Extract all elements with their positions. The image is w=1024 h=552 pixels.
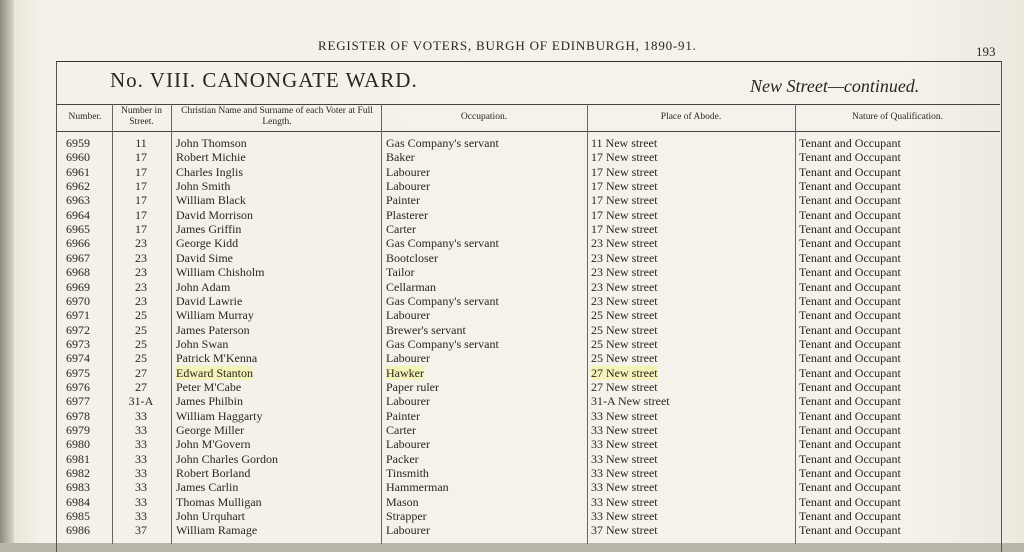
table-row: [56, 251, 1000, 265]
street-number: 17: [135, 207, 147, 222]
voter-number: 6961: [66, 164, 90, 179]
occupation: Brewer's servant: [386, 322, 466, 337]
street-number: 33: [135, 437, 147, 452]
voter-number: 6964: [66, 207, 90, 222]
voter-name: David Lawrie: [176, 293, 243, 308]
voter-number: 6986: [66, 523, 90, 538]
header-occupation: Occupation.: [460, 111, 508, 122]
occupation: Labourer: [386, 308, 430, 323]
street-number: 33: [135, 509, 147, 524]
voter-number: 6984: [66, 494, 90, 509]
header-number-in-street: Number in Street.: [121, 106, 162, 127]
voter-number: 6978: [66, 408, 90, 423]
street-number: 23: [135, 250, 147, 265]
voter-name: John Adam: [176, 279, 231, 294]
running-head: REGISTER OF VOTERS, BURGH OF EDINBURGH, 1890-91.: [318, 38, 697, 53]
qualification: Tenant and Occupant: [799, 365, 901, 380]
voter-name: Charles Inglis: [176, 164, 243, 179]
voter-number: 6975: [66, 365, 90, 380]
header-number: Number.: [68, 111, 102, 122]
qualification: Tenant and Occupant: [799, 136, 901, 150]
voter-name: Robert Borland: [176, 466, 251, 481]
place-of-abode: 37 New street: [591, 523, 658, 538]
street-number: 17: [135, 193, 147, 208]
qualification: Tenant and Occupant: [799, 451, 901, 466]
place-of-abode: 23 New street: [591, 279, 658, 294]
occupation: Gas Company's servant: [386, 136, 499, 150]
occupation: Tailor: [386, 265, 415, 280]
street-number: 17: [135, 150, 147, 165]
qualification: Tenant and Occupant: [799, 336, 901, 351]
place-of-abode: 25 New street: [591, 351, 658, 366]
occupation: Strapper: [386, 509, 427, 524]
voter-name: Peter M'Cabe: [176, 379, 242, 394]
voter-number: 6974: [66, 351, 90, 366]
table-row: [56, 523, 1000, 537]
street-number: 33: [135, 480, 147, 495]
voter-name: Robert Michie: [176, 150, 246, 165]
table-row: [56, 466, 1000, 480]
qualification: Tenant and Occupant: [799, 494, 901, 509]
voter-name: John Urquhart: [176, 509, 245, 524]
occupation: Carter: [386, 222, 416, 237]
qualification: Tenant and Occupant: [799, 322, 901, 337]
street-number: 27: [135, 365, 147, 380]
voter-name: David Sime: [176, 250, 233, 265]
qualification: Tenant and Occupant: [799, 351, 901, 366]
place-of-abode: 33 New street: [591, 466, 658, 481]
street-number: 25: [135, 308, 147, 323]
qualification: Tenant and Occupant: [799, 265, 901, 280]
qualification: Tenant and Occupant: [799, 150, 901, 165]
occupation: Hammerman: [386, 480, 449, 495]
qualification: Tenant and Occupant: [799, 379, 901, 394]
place-of-abode: 23 New street: [591, 293, 658, 308]
table-row: [56, 409, 1000, 423]
street-number: 33: [135, 466, 147, 481]
occupation: Packer: [386, 451, 419, 466]
place-of-abode: 17 New street: [591, 207, 658, 222]
voter-number: 6983: [66, 480, 90, 495]
voter-name: James Philbin: [176, 394, 244, 409]
voter-name: David Morrison: [176, 207, 253, 222]
occupation: Tinsmith: [386, 466, 429, 481]
occupation: Paper ruler: [386, 379, 439, 394]
street-number: 25: [135, 336, 147, 351]
street-number: 33: [135, 451, 147, 466]
place-of-abode: 27 New street: [591, 365, 658, 380]
voter-name: John Smith: [176, 179, 231, 194]
occupation: Labourer: [386, 351, 430, 366]
occupation: Labourer: [386, 437, 430, 452]
occupation: Plasterer: [386, 207, 428, 222]
table-row: [56, 308, 1000, 322]
place-of-abode: 17 New street: [591, 222, 658, 237]
place-of-abode: 23 New street: [591, 236, 658, 251]
place-of-abode: 27 New street: [591, 379, 658, 394]
place-of-abode: 25 New street: [591, 336, 658, 351]
occupation: Baker: [386, 150, 415, 165]
street-number: 33: [135, 494, 147, 509]
voter-number: 6971: [66, 308, 90, 323]
table-row: [56, 208, 1000, 222]
voter-number: 6963: [66, 193, 90, 208]
street-number: 25: [135, 322, 147, 337]
voter-name: James Paterson: [176, 322, 250, 337]
table-row: [56, 193, 1000, 207]
table-row: [56, 380, 1000, 394]
qualification: Tenant and Occupant: [799, 193, 901, 208]
voter-number: 6982: [66, 466, 90, 481]
binding-shadow: [0, 0, 14, 543]
table-row: [56, 495, 1000, 509]
voter-name: John Thomson: [176, 136, 247, 150]
voter-number: 6970: [66, 293, 90, 308]
table-row: [56, 294, 1000, 308]
table-row: [56, 337, 1000, 351]
place-of-abode: 17 New street: [591, 193, 658, 208]
voter-name: Thomas Mulligan: [176, 494, 262, 509]
street-number: 17: [135, 222, 147, 237]
street-number: 31-A: [128, 394, 154, 409]
occupation: Bootcloser: [386, 250, 438, 265]
voter-number: 6981: [66, 451, 90, 466]
place-of-abode: 17 New street: [591, 150, 658, 165]
ward-title: No. VIII. CANONGATE WARD.: [110, 68, 418, 92]
table-row: [56, 236, 1000, 250]
voter-name: John Swan: [176, 336, 229, 351]
table-row: [56, 423, 1000, 437]
table-row: [56, 437, 1000, 451]
street-number: 17: [135, 179, 147, 194]
table-row: [56, 265, 1000, 279]
qualification: Tenant and Occupant: [799, 480, 901, 495]
street-title: New Street—continued.: [750, 76, 920, 96]
occupation: Mason: [386, 494, 419, 509]
voter-name: Edward Stanton: [176, 365, 253, 380]
table-row: [56, 165, 1000, 179]
place-of-abode: 17 New street: [591, 179, 658, 194]
street-number: 23: [135, 279, 147, 294]
occupation: Painter: [386, 193, 420, 208]
table-row: [56, 136, 1000, 150]
occupation: Cellarman: [386, 279, 436, 294]
occupation: Labourer: [386, 523, 430, 538]
voter-name: William Black: [176, 193, 246, 208]
qualification: Tenant and Occupant: [799, 236, 901, 251]
street-number: 17: [135, 164, 147, 179]
voter-name: John Charles Gordon: [176, 451, 278, 466]
place-of-abode: 33 New street: [591, 437, 658, 452]
qualification: Tenant and Occupant: [799, 222, 901, 237]
place-of-abode: 23 New street: [591, 265, 658, 280]
header-qualification: Nature of Qualification.: [851, 111, 943, 122]
street-number: 25: [135, 351, 147, 366]
voter-name: William Chisholm: [176, 265, 265, 280]
place-of-abode: 11 New street: [591, 136, 658, 150]
voter-name: George Miller: [176, 423, 245, 437]
page-number: 193: [976, 44, 996, 59]
place-of-abode: 23 New street: [591, 250, 658, 265]
street-number: 33: [135, 423, 147, 437]
qualification: Tenant and Occupant: [799, 523, 901, 538]
place-of-abode: 25 New street: [591, 322, 658, 337]
voter-name: James Carlin: [176, 480, 239, 495]
qualification: Tenant and Occupant: [799, 179, 901, 194]
street-number: 23: [135, 236, 147, 251]
qualification: Tenant and Occupant: [799, 207, 901, 222]
table-row: [56, 452, 1000, 466]
voter-name: John M'Govern: [176, 437, 251, 452]
voter-number: 6976: [66, 379, 90, 394]
table-row: [56, 394, 1000, 408]
voter-number: 6977: [66, 394, 90, 409]
street-number: 23: [135, 265, 147, 280]
place-of-abode: 33 New street: [591, 494, 658, 509]
place-of-abode: 33 New street: [591, 509, 658, 524]
qualification: Tenant and Occupant: [799, 394, 901, 409]
occupation: Labourer: [386, 179, 430, 194]
table-row: [56, 179, 1000, 193]
street-number: 27: [135, 379, 147, 394]
qualification: Tenant and Occupant: [799, 437, 901, 452]
voter-number: 6968: [66, 265, 90, 280]
voter-name: William Haggarty: [176, 408, 263, 423]
voter-name: James Griffin: [176, 222, 242, 237]
voter-number: 6959: [66, 136, 90, 150]
voter-number: 6962: [66, 179, 90, 194]
table-row: [56, 366, 1000, 380]
voter-name: William Murray: [176, 308, 254, 323]
place-of-abode: 17 New street: [591, 164, 658, 179]
voter-number: 6965: [66, 222, 90, 237]
table-row: [56, 509, 1000, 523]
qualification: Tenant and Occupant: [799, 466, 901, 481]
occupation: Gas Company's servant: [386, 236, 499, 251]
voter-name: William Ramage: [176, 523, 258, 538]
voter-number: 6979: [66, 423, 90, 437]
qualification: Tenant and Occupant: [799, 293, 901, 308]
qualification: Tenant and Occupant: [799, 164, 901, 179]
street-number: 33: [135, 408, 147, 423]
occupation: Labourer: [386, 164, 430, 179]
table-row: [56, 480, 1000, 494]
voter-number: 6967: [66, 250, 90, 265]
voter-name: George Kidd: [176, 236, 239, 251]
qualification: Tenant and Occupant: [799, 423, 901, 437]
place-of-abode: 33 New street: [591, 480, 658, 495]
street-number: 23: [135, 293, 147, 308]
place-of-abode: 33 New street: [591, 423, 658, 437]
occupation: Gas Company's servant: [386, 336, 499, 351]
header-abode: Place of Abode.: [660, 111, 722, 122]
table-row: [56, 351, 1000, 365]
place-of-abode: 31-A New street: [591, 394, 670, 409]
qualification: Tenant and Occupant: [799, 509, 901, 524]
voter-number: 6966: [66, 236, 90, 251]
table-row: [56, 280, 1000, 294]
voter-name: Patrick M'Kenna: [176, 351, 258, 366]
qualification: Tenant and Occupant: [799, 308, 901, 323]
place-of-abode: 25 New street: [591, 308, 658, 323]
occupation: Labourer: [386, 394, 430, 409]
header-bottom-rule: [56, 131, 1000, 132]
voter-number: 6960: [66, 150, 90, 165]
qualification: Tenant and Occupant: [799, 250, 901, 265]
street-number: 11: [135, 136, 147, 150]
occupation: Gas Company's servant: [386, 293, 499, 308]
voter-number: 6972: [66, 322, 90, 337]
voter-number: 6985: [66, 509, 90, 524]
table-row: [56, 323, 1000, 337]
table-row: [56, 222, 1000, 236]
table-row: [56, 150, 1000, 164]
place-of-abode: 33 New street: [591, 408, 658, 423]
occupation: Hawker: [386, 365, 424, 380]
street-number: 37: [135, 523, 147, 538]
header-name: Christian Name and Surname of each Voter at Full Length.: [181, 106, 373, 127]
occupation: Painter: [386, 408, 420, 423]
occupation: Carter: [386, 423, 416, 437]
qualification: Tenant and Occupant: [799, 279, 901, 294]
voter-number: 6969: [66, 279, 90, 294]
place-of-abode: 33 New street: [591, 451, 658, 466]
voter-number: 6973: [66, 336, 90, 351]
voter-number: 6980: [66, 437, 90, 452]
qualification: Tenant and Occupant: [799, 408, 901, 423]
